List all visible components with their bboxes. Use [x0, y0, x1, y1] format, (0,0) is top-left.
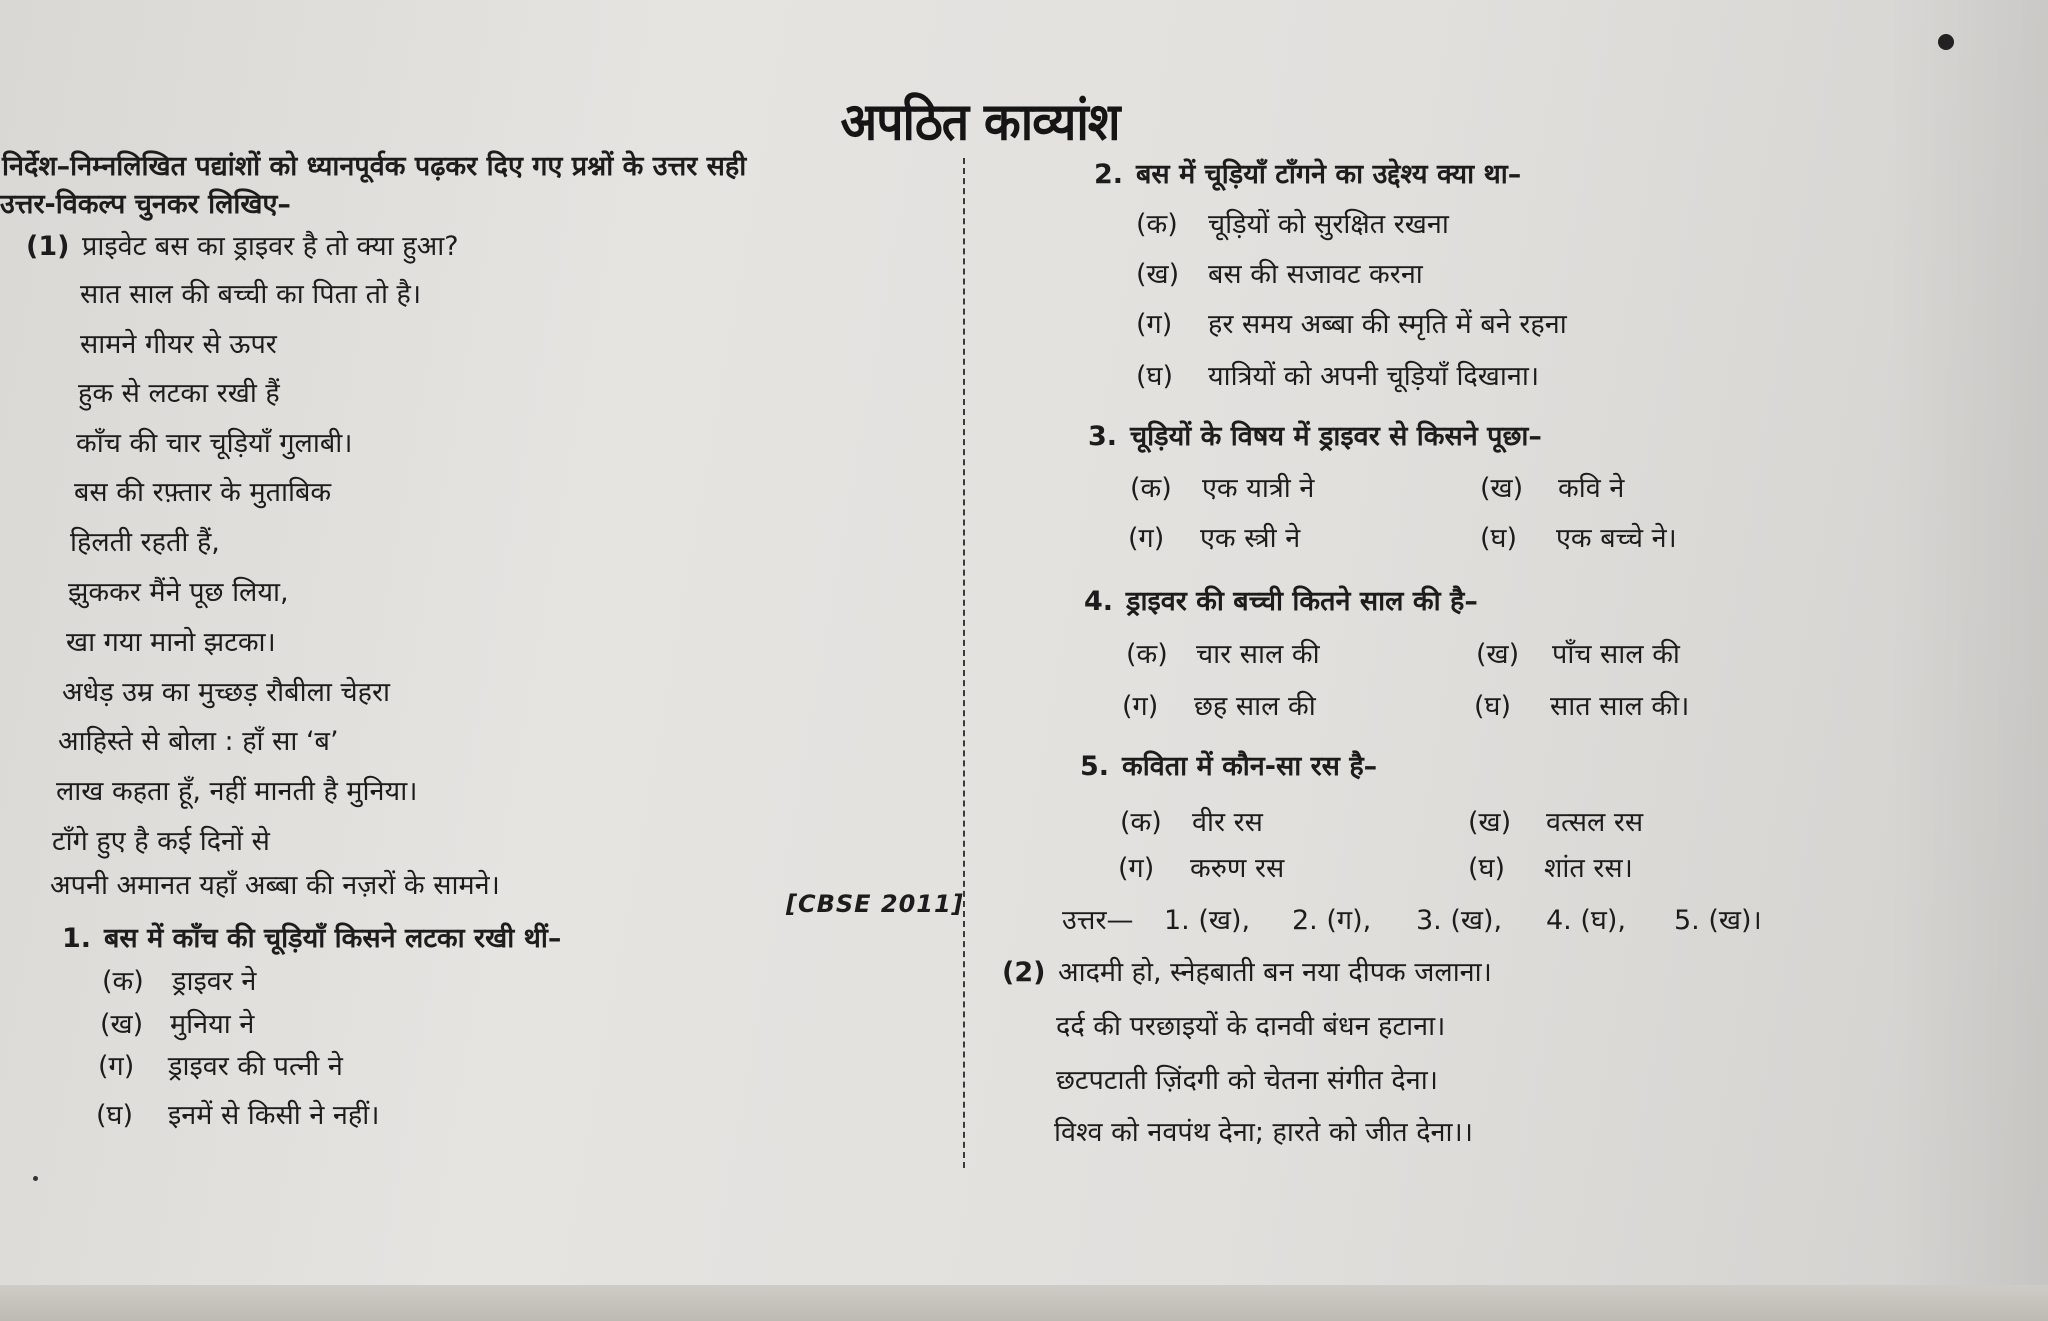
option-text: करुण रस: [1190, 853, 1285, 884]
poem-line: विश्व को नवपंथ देना; हारते को जीत देना।।: [1054, 1117, 1473, 1148]
option-text: एक यात्री ने: [1202, 473, 1315, 504]
question-number: 1.: [62, 923, 92, 954]
citation-tag: [CBSE 2011]: [786, 890, 964, 918]
question-number: 3.: [1088, 421, 1118, 452]
option-label: (ग): [1118, 853, 1155, 884]
option-text: छह साल की: [1194, 691, 1316, 722]
option-label: (क): [1120, 807, 1162, 838]
option-text: शांत रस।: [1544, 853, 1633, 884]
poem-line: अधेड़ उम्र का मुच्छड़ रौबीला चेहरा: [62, 677, 390, 708]
poem-line: प्राइवेट बस का ड्राइवर है तो क्या हुआ?: [82, 231, 459, 262]
option-text: मुनिया ने: [170, 1009, 255, 1040]
answer-item: 3. (ख),: [1416, 905, 1503, 936]
question-text: बस में काँच की चूड़ियाँ किसने लटका रखी थीं–: [104, 923, 562, 954]
option-label: (घ): [1480, 523, 1518, 554]
question-number: 4.: [1084, 586, 1114, 617]
poem-line: हिलती रहती हैं,: [70, 527, 220, 558]
ink-dot: [1938, 34, 1954, 50]
poem-line: सामने गीयर से ऊपर: [80, 329, 277, 360]
poem-line: अपनी अमानत यहाँ अब्बा की नज़रों के सामने।: [50, 870, 500, 901]
poem-line: छटपटाती ज़िंदगी को चेतना संगीत देना।: [1056, 1065, 1438, 1096]
option-text: हर समय अब्बा की स्मृति में बने रहना: [1208, 309, 1567, 340]
poem-line: टाँगे हुए है कई दिनों से: [52, 826, 270, 857]
option-label: (क): [1136, 209, 1178, 240]
ink-dot-small: [33, 1176, 38, 1181]
answer-item: 4. (घ),: [1546, 905, 1626, 936]
poem-line: खा गया मानो झटका।: [66, 627, 276, 658]
answer-item: 5. (ख)।: [1674, 905, 1762, 936]
passage-2-number: (2): [1002, 957, 1046, 988]
option-text: वीर रस: [1192, 807, 1263, 838]
poem-line: सात साल की बच्ची का पिता तो है।: [80, 279, 422, 310]
passage-1-number: (1): [26, 231, 70, 262]
option-label: (ख): [1136, 259, 1180, 290]
option-text: एक बच्चे ने।: [1556, 523, 1677, 554]
page-bottom-edge: [0, 1285, 2048, 1321]
question-text: चूड़ियों के विषय में ड्राइवर से किसने पूछा–: [1130, 421, 1542, 452]
option-label: (घ): [1468, 853, 1506, 884]
question-text: ड्राइवर की बच्ची कितने साल की है–: [1126, 586, 1478, 617]
option-label: (ग): [1136, 309, 1173, 340]
option-text: ड्राइवर की पत्नी ने: [168, 1051, 343, 1082]
option-label: (ग): [1128, 523, 1165, 554]
question-number: 5.: [1080, 751, 1110, 782]
instruction-line-1: निर्देश–निम्नलिखित पद्यांशों को ध्यानपूर्वक पढ़कर दिए गए प्रश्नों के उत्तर सही: [2, 151, 747, 182]
poem-line: दर्द की परछाइयों के दानवी बंधन हटाना।: [1056, 1011, 1446, 1042]
answer-item: 2. (ग),: [1292, 905, 1372, 936]
poem-line: काँच की चार चूड़ियाँ गुलाबी।: [76, 428, 353, 459]
page-edge-shadow: [1888, 0, 2048, 1321]
option-text: कवि ने: [1558, 473, 1625, 504]
poem-line: हुक से लटका रखी हैं: [78, 378, 280, 409]
option-text: बस की सजावट करना: [1208, 259, 1423, 290]
option-text: चूड़ियों को सुरक्षित रखना: [1208, 209, 1449, 240]
poem-line: बस की रफ़्तार के मुताबिक: [74, 477, 332, 508]
page-title: अपठित काव्यांश: [840, 91, 1120, 153]
option-label: (ग): [98, 1051, 135, 1082]
option-text: चार साल की: [1196, 639, 1320, 670]
poem-line: लाख कहता हूँ, नहीं मानती है मुनिया।: [56, 776, 418, 807]
option-label: (ग): [1122, 691, 1159, 722]
option-text: इनमें से किसी ने नहीं।: [168, 1100, 380, 1131]
option-label: (ख): [1476, 639, 1520, 670]
answers-label: उत्तर—: [1062, 905, 1134, 936]
instruction-line-2: उत्तर-विकल्प चुनकर लिखिए–: [0, 189, 291, 220]
poem-line: आहिस्ते से बोला : हाँ सा ‘ब’: [58, 726, 339, 757]
option-label: (घ): [1474, 691, 1512, 722]
question-number: 2.: [1094, 159, 1124, 190]
poem-line: झुककर मैंने पूछ लिया,: [68, 577, 289, 608]
option-text: सात साल की।: [1550, 691, 1690, 722]
poem-line: आदमी हो, स्नेहबाती बन नया दीपक जलाना।: [1058, 957, 1492, 988]
option-label: (ख): [100, 1009, 144, 1040]
option-text: वत्सल रस: [1546, 807, 1644, 838]
question-text: कविता में कौन-सा रस है–: [1122, 751, 1378, 782]
option-label: (ख): [1480, 473, 1524, 504]
option-label: (घ): [96, 1100, 134, 1131]
option-label: (क): [1126, 639, 1168, 670]
option-text: ड्राइवर ने: [172, 966, 257, 997]
option-label: (क): [102, 966, 144, 997]
option-label: (घ): [1136, 361, 1174, 392]
option-text: एक स्त्री ने: [1200, 523, 1301, 554]
option-label: (ख): [1468, 807, 1512, 838]
column-divider: [963, 158, 965, 1168]
option-text: यात्रियों को अपनी चूड़ियाँ दिखाना।: [1208, 361, 1540, 392]
question-text: बस में चूड़ियाँ टाँगने का उद्देश्य क्या था–: [1136, 159, 1522, 190]
option-label: (क): [1130, 473, 1172, 504]
option-text: पाँच साल की: [1552, 639, 1680, 670]
answer-item: 1. (ख),: [1164, 905, 1251, 936]
